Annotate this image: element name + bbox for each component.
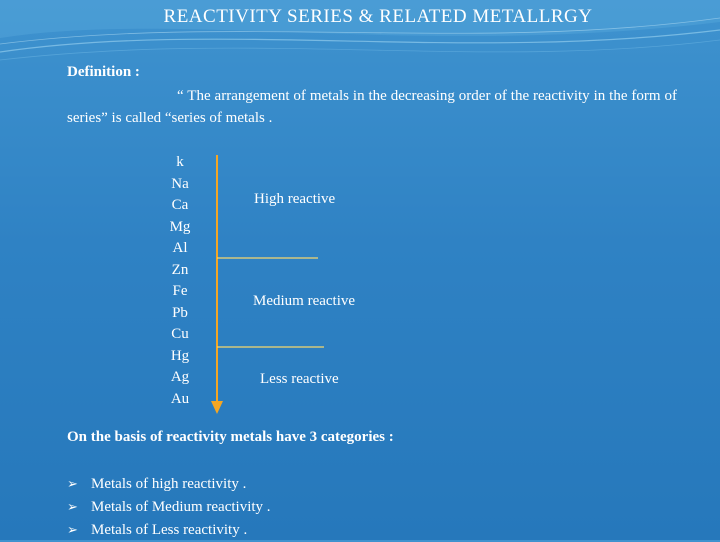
arrow-bullet-icon: ➢ [67, 500, 78, 515]
group-label-less: Less reactive [260, 371, 339, 387]
definition-text: “ The arrangement of metals in the decreasing order of the reactivity in the form of series” is called “series of metals . [67, 88, 677, 126]
reactivity-arrow-head [211, 401, 223, 414]
metal-zn: Zn [171, 261, 189, 278]
metal-k: k [176, 154, 184, 170]
category-list [67, 473, 271, 542]
metal-series-list [150, 152, 210, 410]
slide-title: REACTIVITY SERIES & RELATED METALLRGY [163, 6, 593, 27]
arrow-bullet-icon: ➢ [67, 523, 78, 538]
definition-label: Definition : [67, 64, 140, 80]
list-item: ➢ Metals of Medium reactivity . [67, 496, 271, 519]
metal-pb: Pb [172, 304, 188, 321]
metal-na: Na [171, 175, 189, 192]
metal-mg: Mg [169, 218, 191, 235]
group-label-high: High reactive [254, 191, 336, 207]
categories-intro: On the basis of reactivity metals have 3 categories : [67, 429, 394, 445]
metal-hg: Hg [170, 347, 190, 364]
metal-al: Al [172, 240, 188, 256]
list-item: ➢ Metals of high reactivity . [67, 473, 271, 496]
arrow-bullet-icon: ➢ [67, 477, 78, 492]
list-item: ➢ Metals of Less reactivity . [67, 519, 271, 542]
metal-fe: Fe [172, 283, 188, 299]
metal-cu: Cu [171, 326, 189, 342]
metal-ca: Ca [171, 197, 189, 213]
group-label-medium: Medium reactive [253, 293, 356, 309]
metal-ag: Ag [170, 369, 190, 385]
metal-au: Au [170, 390, 190, 407]
